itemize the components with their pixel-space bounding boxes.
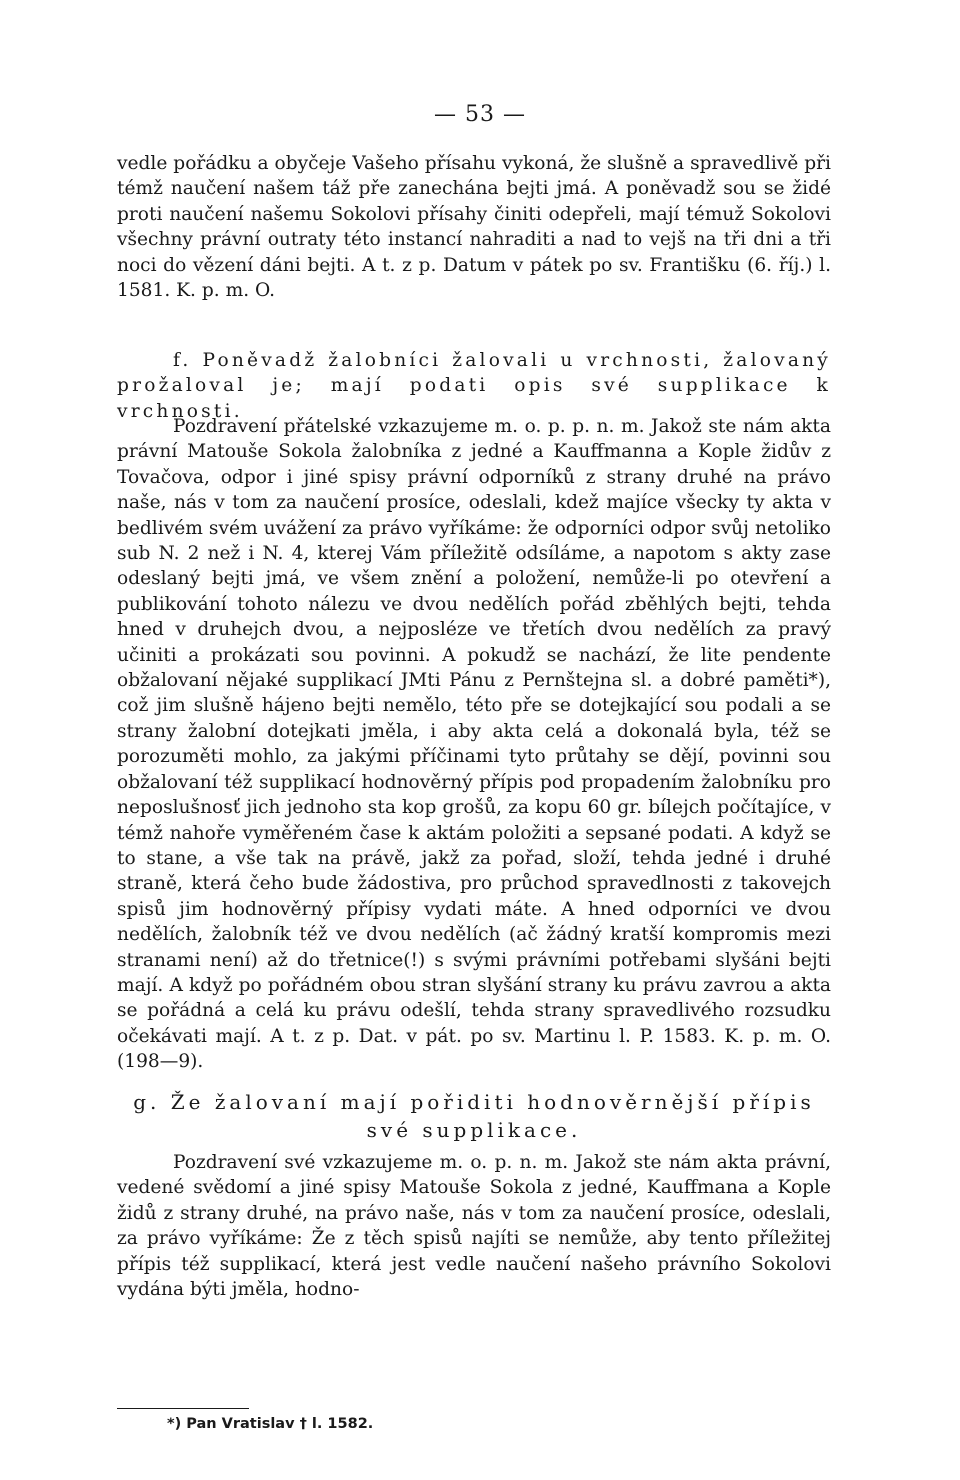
footnote-divider (117, 1408, 249, 1409)
paragraph-3: Pozdravení přátelské vzkazujeme m. o. p. p. n. m. Jakož ste nám akta právní Matouše Sokola žalobníka z jedné a Kauffmanna a Kople židův z Tovačova, odpor i jiné spisy právní odporníků z strany druhé na právo naše, nás v tom za naučení prosíce, odeslali, kdež majíce všecky ty akta v bedlivém svém uvážení za právo vyříkáme: že odporníci odpor svůj netoliko sub N. 2 než i N. 4, kterej Vám příležitě odsíláme, a napotom s akty zase odeslaný bejti jmá, ve všem znění a položení, nemůže-li po otevření a publikování tohoto nálezu ve dvou nedělích pořád zběhlých bejti, tehda hned v druhejch dvou, a nejposléze ve třetích dvou nedělích za pravý učiniti a prokázati sou povinni. A pokudž se nachází, že lite pendente obžalovaní nějaké supplikací JMti Pánu z Pernštejna sl. a dobré paměti*), což jim slušně hájeno bejti nemělo, této pře se dotejkající sou podali a se strany žalobní dotejkati jměla, i aby akta celá a dokonalá byla, též se porozuměti mohlo, za jakými příčinami tyto průtahy se dějí, povinni sou obžalovaní též supplikací hodnověrný přípis pod propadením žalobníku pro neposlušnosť jich jednoho sta kop grošů, za kopu 60 gr. bílejch počítajíce, v témž nahoře vyměřeném čase k aktám položiti a sepsané podati. A když se to stane, a vše tak na právě, jakž za pořad, složí, tehda jedné i druhé straně, která čeho bude žádostiva, pro průchod spravedlnosti z takovejch spisů jim hodnověrný přípisy vydati máte. A hned odporníci ve dvou nedělích, žalobník též ve dvou nedělích (ač žádný kratší kompromis mezi stranami není) až do třetnice(!) s svými právními potřebami slyšáni bejti mají. A když po pořádném obou stran slyšání strany ku právu zavrou a akta se pořádná a celá ku právu odešlí, tehda strany spravedlivého rozsudku očekávati mají. A t. z p. Dat. v pát. po sv. Martinu l. P. 1583. K. p. m. O. (198—9). (117, 416, 831, 1073)
section-g-block (117, 1088, 831, 1144)
page-number: — 53 — (434, 102, 526, 127)
section-f-title: f. Poněvadž žalobníci žalovali u vrchnosti, žalovaný prožaloval je; mají podati opis své supplikace k vrchnosti. (117, 350, 831, 422)
paragraph-1-block (117, 151, 831, 303)
footnote: *) Pan Vratislav † l. 1582. (167, 1416, 374, 1432)
paragraph-1: vedle pořádku a obyčeje Vašeho přísahu vykoná, že slušně a spravedlivě při témž naučení našem táž pře zanechána bejti jmá. A poněvadž sou se židé proti naučení našemu Sokolovi přísahy činiti odepřeli, mají témuž Sokolovi všechny právní outraty této instancí nahraditi a nad to vejš na tři dni a tři noci do vězení dáni bejti. A t. z p. Datum v pátek po sv. Františku (6. říj.) l. 1581. K. p. m. O. (117, 153, 831, 302)
section-f-block (117, 348, 831, 424)
section-g-heading: g. Že žalovaní mají pořiditi hodnověrnější přípis své supplikace. (133, 1090, 815, 1142)
paragraph-4-block (117, 1150, 831, 1302)
paragraph-4: Pozdravení své vzkazujeme m. o. p. n. m. Jakož ste nám akta právní, vedené svědomí a jiné spisy Matouše Sokola z jedné, Kauffmana a Kople židů z strany druhé, na právo naše, nás v tom za naučení prosíce, odeslali, za právo vyříkáme: Že z těch spisů najíti se nemůže, aby tento příležitej přípis též supplikací, která jest vedle naučení našeho právního Sokolovi vydána býti jměla, hodno- (117, 1152, 831, 1301)
paragraph-3-block (117, 414, 831, 1075)
